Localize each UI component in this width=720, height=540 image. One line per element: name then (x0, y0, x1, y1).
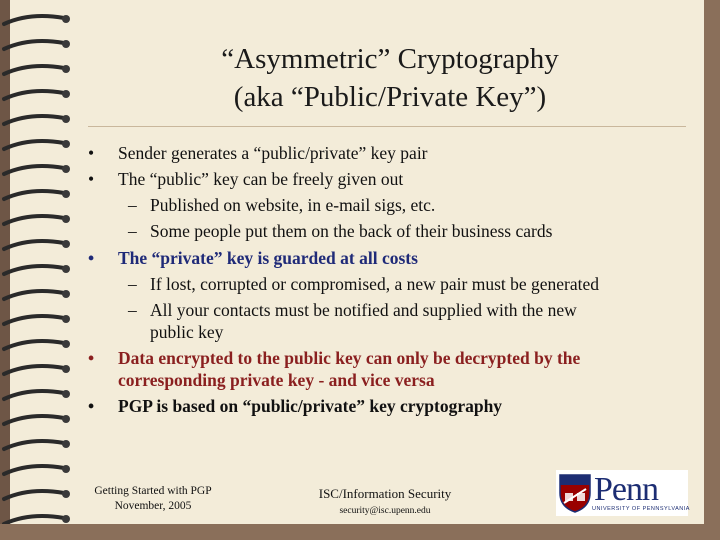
binding-ring (4, 191, 64, 199)
binding-hole (62, 90, 70, 98)
sub-text: public key (150, 322, 224, 342)
sub-text: Published on website, in e-mail sigs, etc. (150, 195, 436, 215)
binding-ring (4, 141, 64, 149)
sub-marker: – (128, 300, 137, 320)
binding-ring (4, 41, 64, 49)
binding-hole (62, 440, 70, 448)
binding-hole (62, 40, 70, 48)
logo-subtitle: UNIVERSITY OF PENNSYLVANIA (592, 506, 690, 512)
footer-center (300, 486, 470, 518)
logo-wordmark: Penn (594, 471, 658, 508)
bullet-marker: • (88, 143, 95, 163)
binding-ring (4, 416, 64, 424)
binding-ring (4, 66, 64, 74)
footer-organization: ISC/Information Security (318, 486, 452, 501)
binding-ring (4, 366, 64, 374)
binding-ring (4, 466, 64, 474)
binding-hole (62, 390, 70, 398)
binding-hole (62, 490, 70, 498)
binding-hole (62, 190, 70, 198)
bullet-text: corresponding private key - and vice versa (118, 370, 435, 390)
binding-hole (62, 140, 70, 148)
title-line-2: (aka “Public/Private Key”) (233, 81, 547, 113)
footer-email: security@isc.upenn.edu (339, 506, 431, 516)
bullet-item (88, 142, 428, 164)
sub-text: Some people put them on the back of their business cards (150, 221, 553, 241)
binding-hole (62, 365, 70, 373)
binding-hole (62, 415, 70, 423)
binding-hole (62, 515, 70, 523)
penn-logo (556, 470, 688, 516)
binding-ring (4, 441, 64, 449)
bullet-text: The “private” key is guarded at all costs (118, 248, 418, 268)
binding-ring (4, 266, 64, 274)
shield-icon (558, 473, 592, 513)
binding-ring (4, 341, 64, 349)
spiral-binding (0, 0, 80, 540)
bullet-marker: • (88, 348, 95, 368)
bullet-text: Data encrypted to the public key can only be decrypted by the (118, 348, 581, 368)
binding-ring (4, 241, 64, 249)
sub-marker: – (128, 274, 137, 294)
bullet-marker: • (88, 396, 95, 416)
binding-ring (4, 91, 64, 99)
binding-hole (62, 265, 70, 273)
sub-item (88, 220, 552, 242)
sub-text: If lost, corrupted or compromised, a new pair must be generated (150, 274, 600, 294)
binding-hole (62, 215, 70, 223)
binding-ring (4, 216, 64, 224)
title-divider (88, 126, 686, 127)
binding-hole (62, 315, 70, 323)
binding-ring (4, 116, 64, 124)
footer-presentation-title: Getting Started with PGP (94, 485, 212, 497)
binding-hole (62, 65, 70, 73)
sub-marker: – (128, 221, 137, 241)
binding-ring (4, 391, 64, 399)
binding-ring (4, 16, 64, 24)
bullet-marker: • (88, 248, 95, 268)
binding-ring (4, 316, 64, 324)
binding-ring (4, 491, 64, 499)
binding-hole (62, 165, 70, 173)
bullet-text: The “public” key can be freely given out (118, 169, 404, 189)
sub-item-continuation (88, 321, 223, 343)
binding-ring (4, 516, 64, 524)
binding-ring (4, 291, 64, 299)
bullet-item (88, 347, 580, 369)
binding-hole (62, 15, 70, 23)
bullet-text: Sender generates a “public/private” key pair (118, 143, 428, 163)
binding-hole (62, 290, 70, 298)
bullet-item (88, 395, 502, 417)
binding-ring (4, 166, 64, 174)
sub-marker: – (128, 195, 137, 215)
bullet-item (88, 247, 418, 269)
bullet-item (88, 168, 403, 190)
sub-item (88, 299, 577, 321)
frame-bottom (0, 524, 720, 540)
footer-date: November, 2005 (114, 500, 192, 512)
binding-hole (62, 240, 70, 248)
slide-title (130, 40, 650, 116)
title-line-1: “Asymmetric” Cryptography (221, 43, 559, 75)
sub-item (88, 273, 599, 295)
bullet-text: PGP is based on “public/private” key cryptography (118, 396, 503, 416)
sub-text: All your contacts must be notified and supplied with the new (150, 300, 577, 320)
footer-left (88, 484, 218, 514)
frame-right (704, 0, 720, 540)
binding-hole (62, 340, 70, 348)
sub-item (88, 194, 435, 216)
binding-hole (62, 465, 70, 473)
binding-hole (62, 115, 70, 123)
bullet-item-continuation (88, 369, 435, 391)
bullet-marker: • (88, 169, 95, 189)
